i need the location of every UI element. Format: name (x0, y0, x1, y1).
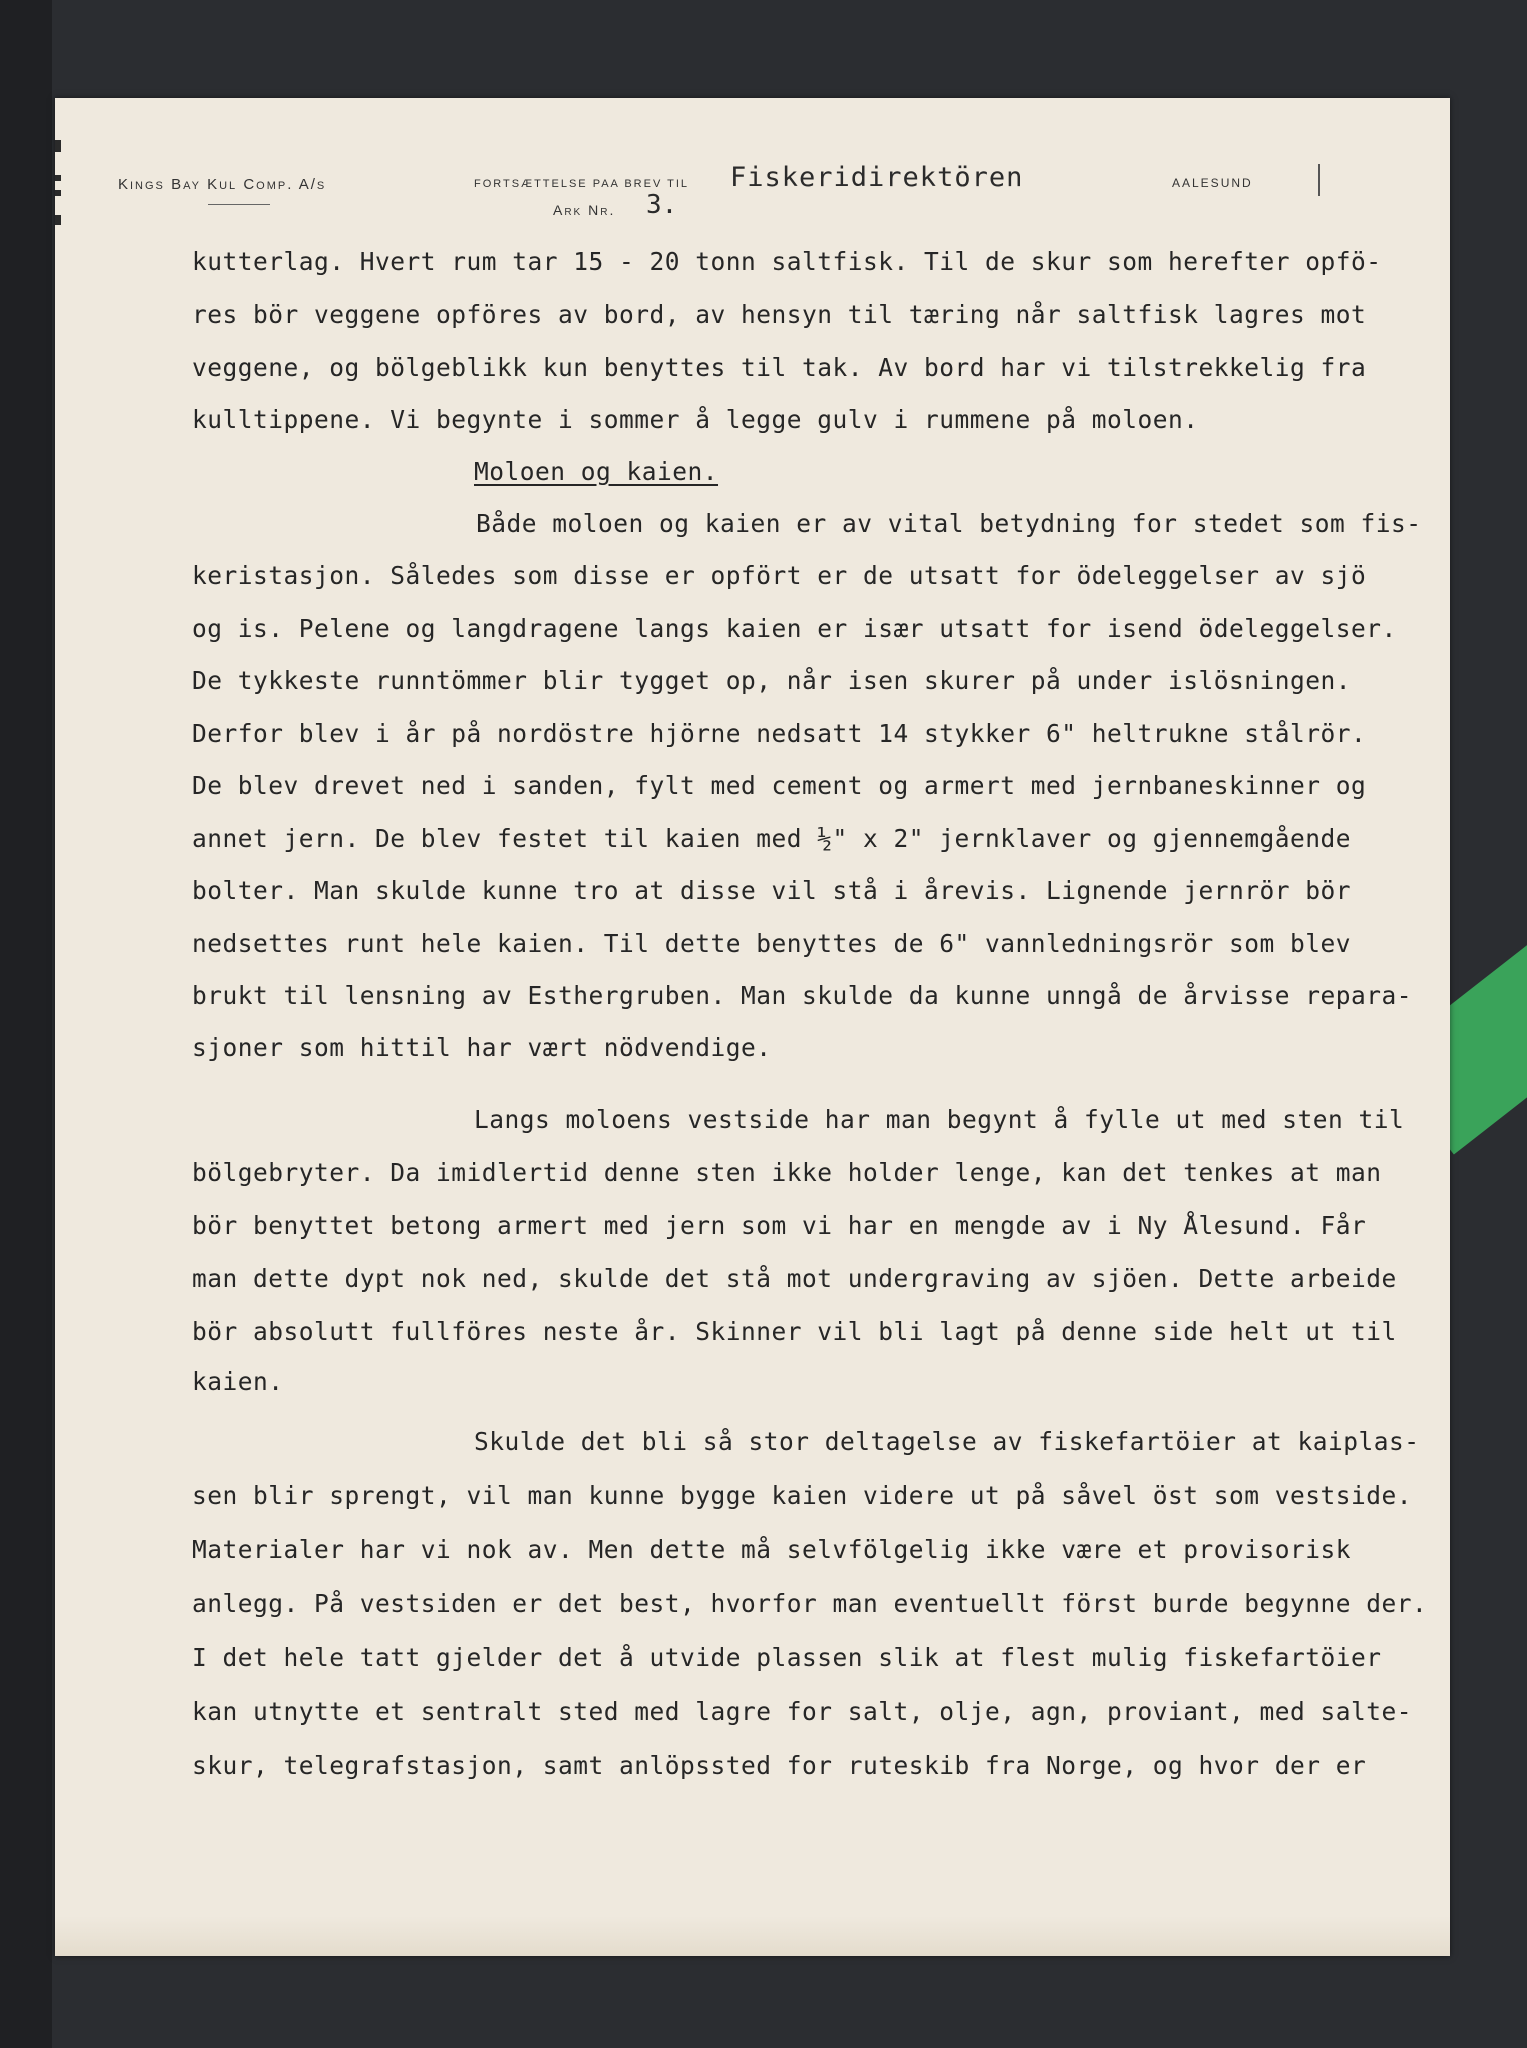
paper-shade (55, 1916, 1450, 1956)
text-line: nedsettes runt hele kaien. Til dette benyttes de 6" vannledningsrör som blev (192, 929, 1352, 958)
recipient-name: Fiskeridirektören (730, 162, 1024, 193)
binder-edge (0, 0, 52, 2048)
text-line: Skulde det bli så stor deltagelse av fiskefartöier at kaiplas- (474, 1427, 1420, 1456)
city-label: AALESUND (1172, 176, 1253, 190)
hole-punch-mark (55, 140, 61, 152)
text-line: kulltippene. Vi begynte i sommer å legge gulv i rummene på moloen. (192, 405, 1199, 434)
text-line: bör absolutt fullföres neste år. Skinner vil bli lagt på denne side helt ut til (192, 1317, 1397, 1346)
text-line: sjoner som hittil har vært nödvendige. (192, 1033, 772, 1062)
text-line: annet jern. De blev festet til kaien med ½" x 2" jernklaver og gjennemgående (192, 824, 1352, 853)
text-line: kutterlag. Hvert rum tar 15 - 20 tonn saltfisk. Til de skur som herefter opfö- (192, 247, 1382, 276)
continuation-label: FORTSÆTTELSE PAA BREV TIL (474, 178, 690, 190)
text-line: bölgebryter. Da imidlertid denne sten ikke holder lenge, kan det tenkes at man (192, 1158, 1382, 1187)
text-line: skur, telegrafstasjon, samt anlöpssted for ruteskib fra Norge, og hvor der er (192, 1751, 1367, 1780)
text-line: man dette dypt nok ned, skulde det stå mot undergraving av sjöen. Dette arbeide (192, 1264, 1397, 1293)
company-name: Kings Bay Kul Comp. A/s (118, 176, 327, 193)
text-line: I det hele tatt gjelder det å utvide plassen slik at flest mulig fiskefartöier (192, 1643, 1382, 1672)
text-line: bör benyttet betong armert med jern som vi har en mengde av i Ny Ålesund. Får (192, 1211, 1367, 1240)
text-line: bolter. Man skulde kunne tro at disse vil stå i årevis. Lignende jernrör bör (192, 876, 1352, 905)
text-line: sen blir sprengt, vil man kunne bygge kaien videre ut på såvel öst som vestside. (192, 1481, 1413, 1510)
company-underline (208, 204, 270, 205)
text-line: kan utnytte et sentralt sted med lagre for salt, olje, agn, proviant, med salte- (192, 1697, 1413, 1726)
text-line: Langs moloens vestside har man begynt å fylle ut med sten til (474, 1105, 1405, 1134)
pen-mark (1318, 164, 1320, 196)
text-line: res bör veggene opföres av bord, av hensyn til tæring når saltfisk lagres mot (192, 300, 1367, 329)
sheet-number: 3. (646, 190, 678, 220)
text-line: veggene, og bölgeblikk kun benyttes til tak. Av bord har vi tilstrekkelig fra (192, 353, 1367, 382)
text-line: Materialer har vi nok av. Men dette må selvfölgelig ikke være et provisorisk (192, 1535, 1352, 1564)
text-line: De blev drevet ned i sanden, fylt med cement og armert med jernbaneskinner og (192, 771, 1367, 800)
letterhead (0, 160, 1527, 220)
text-line: brukt til lensning av Esthergruben. Man skulde da kunne unngå de årvisse repara- (192, 981, 1413, 1010)
text-line: De tykkeste runntömmer blir tygget op, når isen skurer på under islösningen. (192, 666, 1352, 695)
section-heading: Moloen og kaien. (474, 457, 719, 486)
text-line: keristasjon. Således som disse er opfört er de utsatt for ödeleggelser av sjö (192, 561, 1367, 590)
text-line: Både moloen og kaien er av vital betydning for stedet som fis- (476, 509, 1422, 538)
text-line: Derfor blev i år på nordöstre hjörne nedsatt 14 stykker 6" heltrukne stålrör. (192, 719, 1367, 748)
text-line: anlegg. På vestsiden er det best, hvorfor man eventuellt först burde begynne der. (192, 1589, 1428, 1618)
text-line: kaien. (192, 1367, 284, 1396)
text-line: og is. Pelene og langdragene langs kaien er især utsatt for isend ödeleggelser. (192, 614, 1397, 643)
sheet-label: Ark Nr. (553, 202, 616, 218)
